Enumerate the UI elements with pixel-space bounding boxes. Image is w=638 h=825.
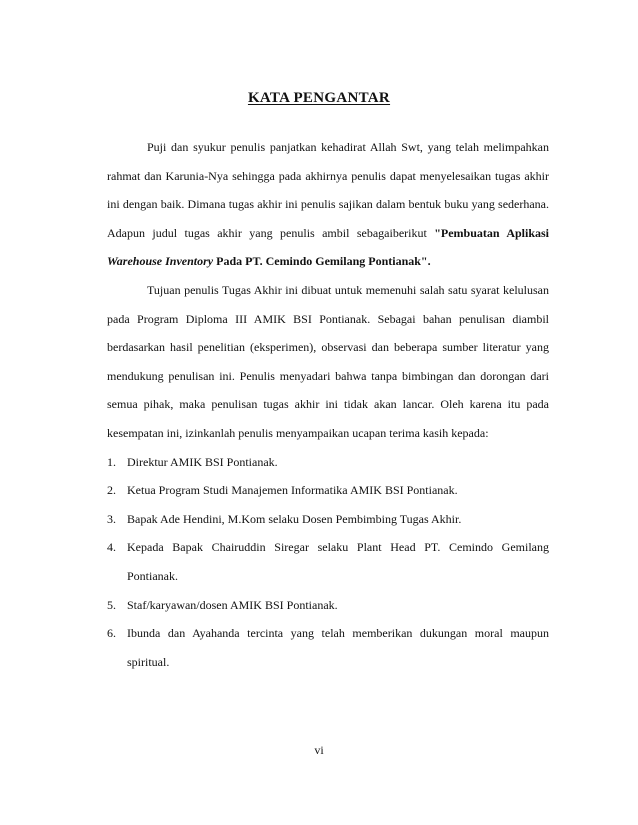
list-item-number: 5.	[107, 597, 116, 612]
list-item	[107, 619, 549, 676]
thesis-title-italic: Warehouse Inventory	[107, 254, 214, 269]
list-item	[107, 476, 549, 505]
list-item-text: Kepada Bapak Chairuddin Siregar selaku Plant Head PT. Cemindo Gemilang Pontianak.	[127, 540, 549, 583]
list-item-number: 6.	[107, 626, 116, 641]
list-item-number: 1.	[107, 454, 116, 469]
list-item-text: Direktur AMIK BSI Pontianak.	[127, 454, 278, 469]
list-item	[107, 448, 549, 477]
list-item-number: 3.	[107, 511, 116, 526]
page-title: KATA PENGANTAR	[247, 90, 391, 106]
list-item	[107, 533, 549, 590]
list-item	[107, 505, 549, 534]
paragraph-intro	[107, 133, 549, 276]
paragraph-purpose: Tujuan penulis Tugas Akhir ini dibuat untuk memenuhi salah satu syarat kelulusan pada Program Diploma III AMIK BSI Pontianak. Sebagai bahan penulisan diambil berdasarkan hasil penelitian (eksperimen), observasi dan beberapa sumber literatur yang mendukung penulisan ini. Penulis menyadari bahwa tanpa bimbingan dan dorongan dari semua pihak, maka penulisan tugas akhir ini tidak akan lancar. Oleh karena itu pada kesempatan ini, izinkanlah penulis menyampaikan ucapan terima kasih kepada:	[107, 282, 549, 440]
list-item-text: Ibunda dan Ayahanda tercinta yang telah memberikan dukungan moral maupun spiritual.	[127, 626, 549, 669]
list-item-text: Ketua Program Studi Manajemen Informatika AMIK BSI Pontianak.	[127, 483, 458, 498]
thesis-title-open: "Pembuatan Aplikasi	[434, 225, 550, 240]
list-item-text: Bapak Ade Hendini, M.Kom selaku Dosen Pembimbing Tugas Akhir.	[127, 511, 462, 526]
list-item-number: 4.	[107, 540, 116, 555]
thanks-list	[107, 448, 549, 677]
page-number: vi	[314, 743, 324, 757]
list-item	[107, 591, 549, 620]
list-item-text: Staf/karyawan/dosen AMIK BSI Pontianak.	[127, 597, 338, 612]
paragraph-intro-text: Puji dan syukur penulis panjatkan kehadirat Allah Swt, yang telah melimpahkan rahmat dan Karunia-Nya sehingga pada akhirnya penulis dapat menyelesaikan tugas akhir ini dengan baik. Dimana tugas akhir ini penulis sajikan dalam bentuk buku yang sederhana. Adapun judul tugas akhir yang penulis ambil sebagaiberikut	[107, 140, 549, 240]
document-body	[107, 133, 549, 676]
list-item-number: 2.	[107, 483, 116, 498]
thesis-title-close: Pada PT. Cemindo Gemilang Pontianak".	[213, 254, 431, 269]
